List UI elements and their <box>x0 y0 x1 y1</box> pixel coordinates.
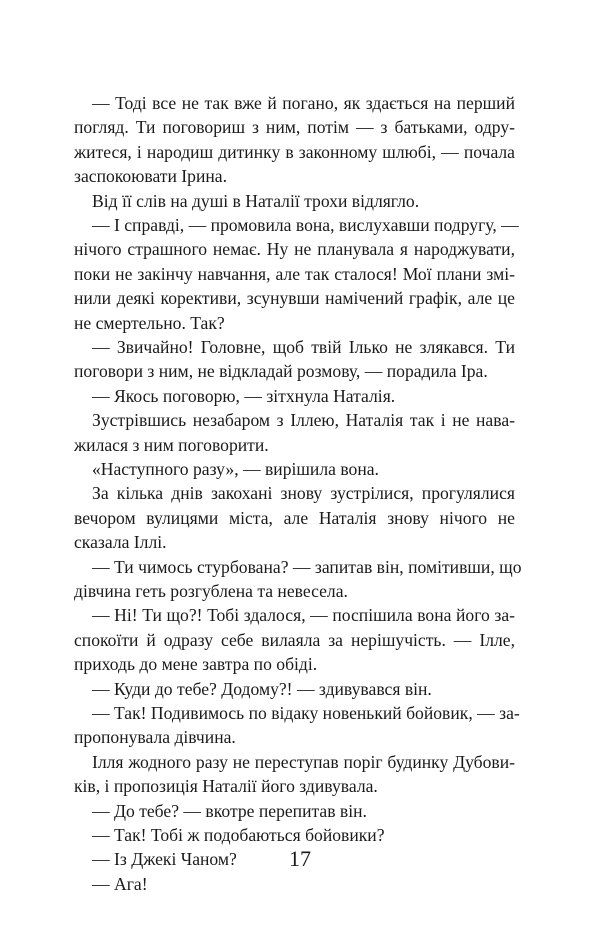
text-line: погляд. Ти поговориш з ним, потім — з батьками, одру- <box>74 117 515 138</box>
text-line: — До тебе? — вкотре перепитав він. <box>92 800 367 821</box>
text-line: пропонувала дівчина. <box>74 727 236 748</box>
text-line: Зустрівшись незабаром з Іллею, Наталія так і не нава- <box>92 410 515 431</box>
text-line: вечором вулицями міста, але Наталія знову нічого не <box>74 507 515 528</box>
text-line: нили деякі корективи, зсунувши намічений графік, але це <box>74 288 515 309</box>
text-line: — Так! Подивимось по відаку новенький бойовик, — за- <box>92 703 520 723</box>
text-line: нічого страшного немає. Ну не планувала я народжувати, <box>74 239 515 260</box>
text-line: — Ні! Ти що?! Тобі здалося, — поспішила вона його за- <box>92 605 515 626</box>
text-line: — Ага! <box>92 873 148 894</box>
text-line: дівчина геть розгублена та невесела. <box>74 581 348 601</box>
text-line: «Наступного разу», — вирішила вона. <box>92 459 379 479</box>
text-line: — І справді, — промовила вона, вислухавши подругу, — <box>92 215 519 235</box>
text-line: — Із Джекі Чаном? <box>92 849 237 870</box>
page-number: 17 <box>289 846 311 871</box>
text-line: поговори з ним, не відкладай розмову, — порадила Іра. <box>74 361 488 382</box>
text-line: сказала Іллі. <box>74 532 167 553</box>
text-line: — Звичайно! Головне, щоб твій Ілько не злякався. Ти <box>92 337 515 357</box>
text-line: — Ти чимось стурбована? — запитав він, помітивши, що <box>92 556 522 577</box>
text-line: — Так! Тобі ж подобаються бойовики? <box>92 825 385 845</box>
text-line: житеся, і народиш дитинку в законному шлюбі, — почала <box>74 141 515 162</box>
text-line: — Тоді все не так вже й погано, як здається на перший <box>92 93 515 113</box>
text-line: ків, і пропозиція Наталії його здивувала. <box>74 776 378 797</box>
text-line: приходь до мене завтра по обіді. <box>74 654 318 675</box>
text-line: Від її слів на душі в Наталії трохи відлягло. <box>92 190 420 211</box>
text-line: жилася з ним поговорити. <box>74 434 269 455</box>
text-line: поки не закінчу навчання, але так сталося! Мої плани змі- <box>74 263 515 284</box>
text-line: — Якось поговорю, — зітхнула Наталія. <box>92 385 396 406</box>
text-line: Ілля жодного разу не переступав поріг будинку Дубови- <box>92 751 515 772</box>
text-line: спокоїти й одразу себе вилаяла за нерішучість. — Ілле, <box>74 629 515 650</box>
text-line: — Куди до тебе? Додому?! — здивувався він. <box>92 678 432 699</box>
text-line: За кілька днів закохані знову зустрілися, прогулялися <box>92 483 515 504</box>
text-line: не смертельно. Так? <box>74 312 225 333</box>
text-line: заспокоювати Ірина. <box>74 166 227 187</box>
